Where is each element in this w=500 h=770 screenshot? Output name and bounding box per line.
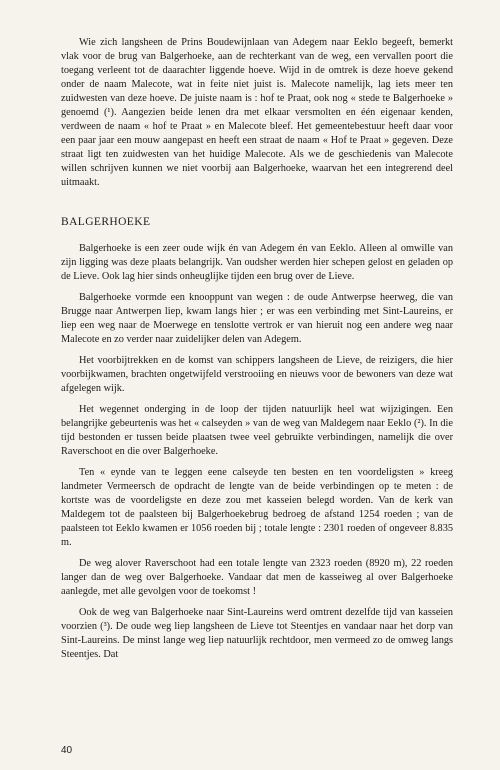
paragraph: Het wegennet onderging in de loop der tijden natuurlijk heel wat wijzigingen. Een belangrijke gebeurtenis was het « calseyden » van de weg van Maldegem naar Eeklo (²). In die tijd bestonden er tussen beide plaatsen twee veel gebruikte verbindingen, namelijk die over Raverschoot en die over Balgerhoeke.: [61, 404, 453, 457]
paragraph: Balgerhoeke is een zeer oude wijk én van Adegem én van Eeklo. Alleen al omwille van zijn ligging was deze plaats belangrijk. Van oudsher werden hier schepen gelost en geladen op de Lieve. Ook lag hier sinds onheuglijke tijden een brug over de Lieve.: [61, 243, 453, 282]
paragraph: Ook de weg van Balgerhoeke naar Sint-Laureins werd omtrent dezelfde tijd van kasseien voorzien (³). De oude weg liep langsheen de Lieve tot Steentjes en vandaar naar het dorp van Sint-Laureins. De minst lange weg liep natuurlijk rechtdoor, men vermeed zo de omweg langs Steentjes. Dat: [61, 607, 453, 660]
paragraph: Balgerhoeke vormde een knooppunt van wegen : de oude Antwerpse heerweg, die van Brugge naar Antwerpen liep, kwam langs hier ; er was een verbinding met Sint-Laureins, er liep een weg naar de Moerwege en tenslotte vertrok er van hieruit nog een andere weg naar Malecote en zo verder naar zuidelijker delen van Adegem.: [61, 292, 453, 345]
section-heading: BALGERHOEKE: [61, 216, 151, 228]
page-number: 40: [61, 745, 73, 756]
page-body: [61, 36, 453, 662]
paragraph: Ten « eynde van te leggen eene calseyde ten besten en ten voordeligsten » kreeg landmeter Vermeersch de opdracht de lengte van de beide verbindingen op te meten : de kortste was de voordeligste en deze zou met kasseien belegd worden. Van de kerk van Maldegem tot de paalsteen bij Balgerhoekebrug bedroeg de afstand 1254 roeden ; van de paalsteen tot Eeklo kwamen er 1056 roeden bij ; totale lengte : 2301 roeden of ongeveer 8.835 m.: [61, 467, 453, 548]
paragraph: De weg alover Raverschoot had een totale lengte van 2323 roeden (8920 m), 22 roeden langer dan de weg over Balgerhoeke. Vandaar dat men de kasseiweg al over Balgerhoeke aanlegde, met alle gevolgen voor de toekomst !: [61, 558, 453, 597]
intro-paragraph: Wie zich langsheen de Prins Boudewijnlaan van Adegem naar Eeklo begeeft, bemerkt vlak voor de brug van Balgerhoeke, aan de rechterkant van de weg, een vervallen poort die toegang verleent tot de daarachter liggende hoeve. Wijd in de omtrek is deze hoeve gekend onder de naam Malecote, wat in feite niet juist is. Malecote namelijk, lag iets meer ten zuidwesten van deze hoeve. De juiste naam is : hof te Praat, ook nog « stede te Balgerhoeke » genoemd (¹). Aangezien beide lenen dra met elkaar versmolten en één eigenaar kenden, verdween de naam « hof te Praat » en Malecote bleef. Het gemeentebestuur heeft daar voor een paar jaar een mouw aangepast en heeft een straat de naam « Hof te Praat » gegeven. Deze straat ligt ten zuidwesten van het huidige Malecote. Als we de geschiedenis van Malecote willen schrijven kunnen we niet voorbij aan Balgerhoeke, waarvan het een integrerend deel uitmaakt.: [61, 37, 453, 188]
paragraph: Het voorbijtrekken en de komst van schippers langsheen de Lieve, de reizigers, die hier voorbijkwamen, brachten ongetwijfeld verstrooiing en nieuws voor de bewoners van deze wat afgelegen wijk.: [61, 355, 453, 394]
